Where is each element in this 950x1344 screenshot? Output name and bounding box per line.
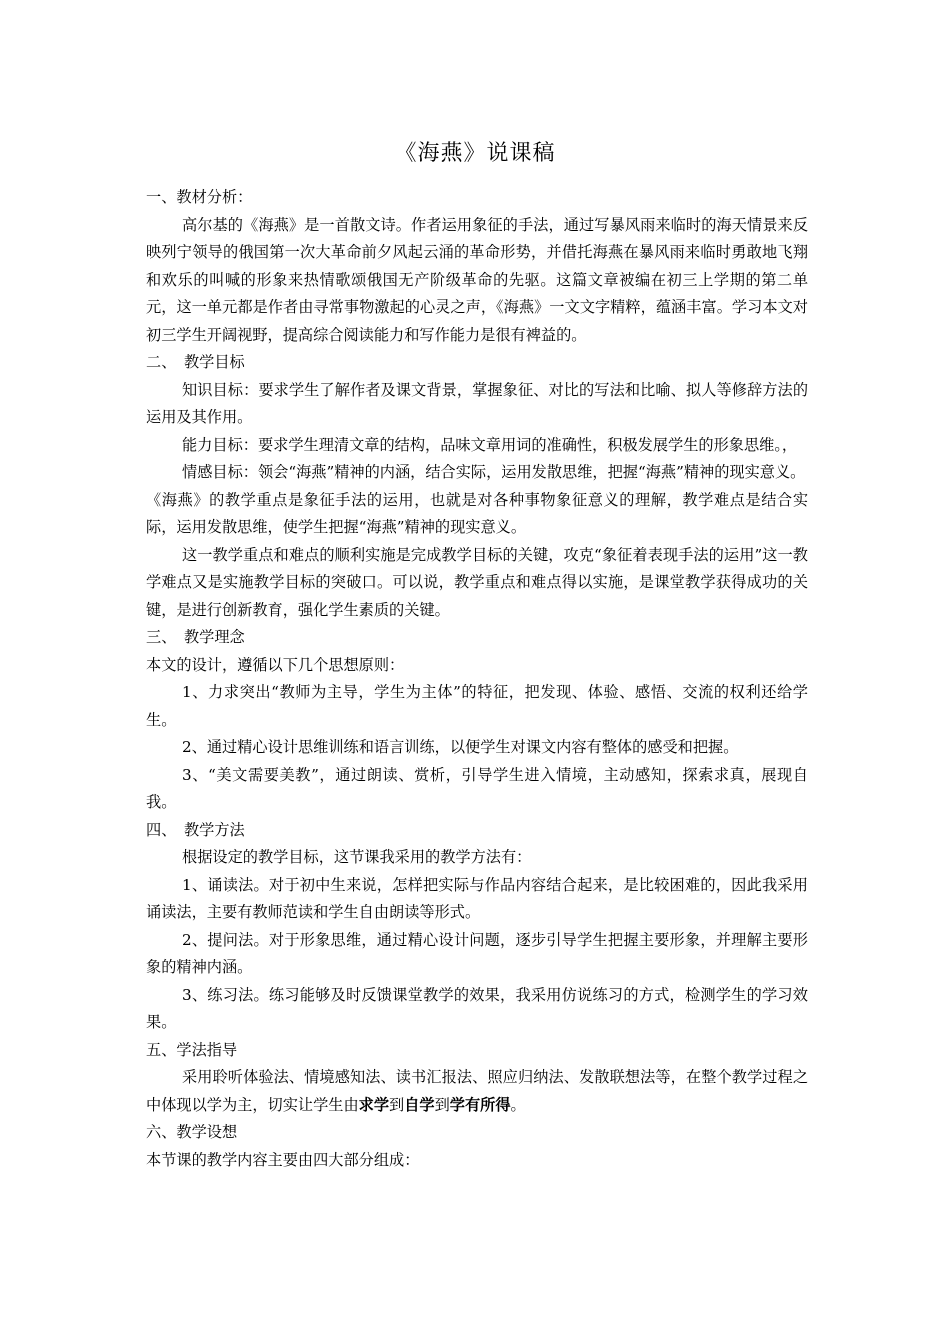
paragraph: 根据设定的教学目标，这节课我采用的教学方法有： (182, 848, 532, 866)
paragraph: 本节课的教学内容主要由四大部分组成： (146, 1150, 420, 1169)
list-item: 1、力求突出“教师为主导，学生为主体”的特征，把发现、体验、感悟、交流的权利还给学生。 (146, 683, 808, 729)
bold-text: 求学 (358, 1095, 389, 1114)
bold-text: 学有所得 (449, 1095, 511, 1114)
text-run: 到 (434, 1095, 450, 1114)
section-heading-teaching-methods: 四、 教学方法 (146, 820, 245, 839)
paragraph: 能力目标：要求学生理清文章的结构，品味文章用词的准确性，积极发展学生的形象思维。， (182, 435, 798, 454)
list-item: 3、练习法。练习能够及时反馈课堂教学的效果，我采用仿说练习的方式，检测学生的学习效果。 (146, 985, 808, 1031)
list-item: 2、通过精心设计思维训练和语言训练，以便学生对课文内容有整体的感受和把握。 (182, 738, 739, 756)
section-heading-textbook-analysis: 一、教材分析： (146, 188, 253, 206)
list-item: 2、提问法。对于形象思维，通过精心设计问题，逐步引导学生把握主要形象，并理解主要形象的精神内涵。 (146, 930, 808, 976)
text-run: 采用聆听体验法、情境感知法、读书汇报法、照应归纳法、发散联想法等，在整个教学过程之中体现以学为主，切实让学生由 (146, 1068, 808, 1114)
document-title: 《海燕》说课稿 (394, 141, 556, 166)
section-heading-teaching-design: 六、教学设想 (146, 1123, 238, 1141)
paragraph: 《海燕》的教学重点是象征手法的运用，也就是对各种事物象征意义的理解，教学难点是结合实际，运用发散思维，使学生把握“海燕”精神的现实意义。 (146, 490, 808, 536)
bold-text: 自学 (404, 1095, 435, 1114)
paragraph: 本文的设计，遵循以下几个思想原则： (146, 655, 405, 674)
section-heading-teaching-goals: 二、 教学目标 (146, 353, 245, 371)
text-run: 。 (510, 1095, 526, 1114)
text-run: 到 (389, 1095, 405, 1114)
paragraph: 这一教学重点和难点的顺利实施是完成教学目标的关键，攻克“象征着表现手法的运用”这一教学难点又是实施教学目标的突破口。可以说，教学重点和难点得以实施，是课堂教学获得成功的关键，是进行创新教育，强化学生素质的关键。 (146, 545, 808, 619)
document-body (146, 184, 808, 1174)
section-heading-learning-guidance: 五、学法指导 (146, 1040, 238, 1059)
paragraph: 知识目标：要求学生了解作者及课文背景，掌握象征、对比的写法和比喻、拟人等修辞方法的运用及其作用。 (146, 380, 808, 426)
paragraph: 情感目标：领会“海燕”精神的内涵，结合实际，运用发散思维，把握“海燕”精神的现实意义。 (182, 463, 806, 481)
paragraph: 高尔基的《海燕》是一首散文诗。作者运用象征的手法，通过写暴风雨来临时的海天情景来反映列宁领导的俄国第一次大革命前夕风起云涌的革命形势，并借托海燕在暴风雨来临时勇敢地飞翔和欢乐的叫喊的形象来热情歌颂俄国无产阶级革命的先驱。这篇文章被编在初三上学期的第二单元，这一单元都是作者由寻常事物激起的心灵之声，《海燕》一文文字精粹，蕴涵丰富。学习本文对初三学生开阔视野，提高综合阅读能力和写作能力是很有裨益的。 (146, 215, 808, 344)
section-heading-teaching-philosophy: 三、 教学理念 (146, 628, 245, 646)
paragraph (146, 1064, 808, 1119)
list-item: 1、诵读法。对于初中生来说，怎样把实际与作品内容结合起来，是比较困难的，因此我采用诵读法，主要有教师范读和学生自由朗读等形式。 (146, 875, 808, 921)
list-item: 3、“美文需要美教”，通过朗读、赏析，引导学生进入情境，主动感知，探索求真，展现自我。 (146, 765, 808, 811)
